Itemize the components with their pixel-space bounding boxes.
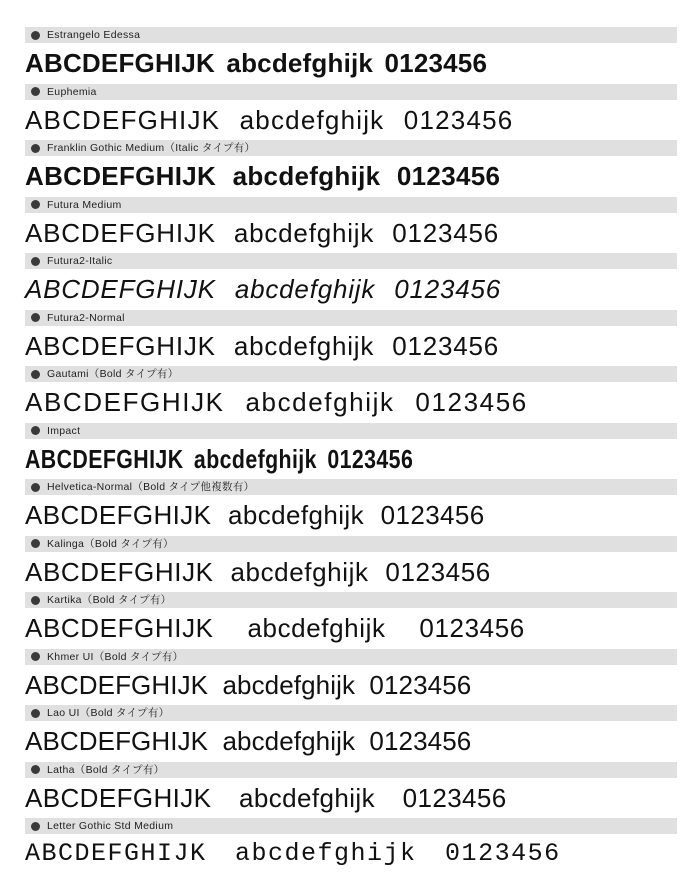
font-entry — [0, 479, 700, 536]
font-name-label: Khmer UI（Bold タイプ有） — [47, 650, 184, 663]
bullet-icon — [31, 426, 40, 435]
bullet-icon — [31, 822, 40, 831]
font-name-bar — [25, 366, 677, 382]
font-entry — [0, 592, 700, 649]
font-sample-text: ABCDEFGHIJK abcdefghijk 0123456 — [25, 726, 472, 756]
font-name-label: Franklin Gothic Medium（Italic タイプ有） — [47, 142, 256, 154]
font-entry — [0, 310, 700, 367]
font-entry — [0, 762, 700, 819]
font-name-label: Futura2-Normal — [47, 311, 125, 324]
font-entry — [0, 140, 700, 197]
font-name-bar — [25, 140, 677, 156]
bullet-icon — [31, 539, 40, 548]
font-entry — [0, 423, 700, 480]
font-name-bar — [25, 762, 677, 778]
bullet-icon — [31, 31, 40, 40]
font-name-label: Estrangelo Edessa — [47, 29, 141, 41]
font-name-label: Gautami（Bold タイプ有） — [47, 368, 179, 380]
font-sample-text: ABCDEFGHIJK abcdefghijk 0123456 — [25, 500, 485, 530]
font-name-bar — [25, 253, 677, 269]
font-entry — [0, 84, 700, 141]
font-entry — [0, 197, 700, 254]
bullet-icon — [31, 765, 40, 774]
font-sample-text: ABCDEFGHIJK abcdefghijk 0123456 — [25, 48, 488, 78]
font-name-bar — [25, 479, 677, 495]
font-name-label: Impact — [47, 424, 81, 437]
font-sample-text: ABCDEFGHIJK abcdefghijk 0123456 — [25, 330, 500, 361]
bullet-icon — [31, 144, 40, 153]
font-sample-text: ABCDEFGHIJK abcdefghijk 0123456 — [25, 782, 507, 813]
font-name-bar — [25, 649, 677, 665]
font-name-bar — [25, 536, 677, 552]
bullet-icon — [31, 257, 40, 266]
font-name-label: Latha（Bold タイプ有） — [47, 763, 165, 776]
bullet-icon — [31, 313, 40, 322]
font-sample-text: ABCDEFGHIJK abcdefghijk 0123456 — [25, 556, 491, 587]
font-entry — [0, 536, 700, 593]
font-entry — [0, 818, 700, 875]
font-name-bar — [25, 423, 677, 439]
font-sample-text: ABCDEFGHIJK abcdefghijk 0123456 — [25, 104, 514, 135]
bullet-icon — [31, 596, 40, 605]
font-entry — [0, 253, 700, 310]
bullet-icon — [31, 370, 40, 379]
font-name-bar — [25, 27, 677, 43]
font-sample-text: ABCDEFGHIJK abcdefghijk 0123456 — [25, 217, 500, 248]
bullet-icon — [31, 652, 40, 661]
font-sample-text: ABCDEFGHIJK abcdefghijk 0123456 — [25, 613, 525, 643]
font-entry — [0, 366, 700, 423]
font-name-bar — [25, 84, 677, 100]
font-name-label: Kartika（Bold タイプ有） — [47, 594, 172, 606]
font-sample-text: ABCDEFGHIJK abcdefghijk 0123456 — [25, 274, 502, 304]
font-name-bar — [25, 197, 677, 213]
font-name-bar — [25, 592, 677, 608]
font-name-label: Futura2-Italic — [47, 255, 113, 267]
bullet-icon — [31, 200, 40, 209]
font-name-label: Helvetica-Normal（Bold タイプ他複数有） — [47, 481, 255, 493]
font-sample-text: ABCDEFGHIJK abcdefghijk 0123456 — [25, 669, 472, 700]
font-name-bar — [25, 818, 677, 834]
font-sample-text: ABCDEFGHIJK abcdefghijk 0123456 — [25, 387, 528, 417]
font-name-label: Euphemia — [47, 85, 97, 98]
bullet-icon — [31, 483, 40, 492]
font-entry — [0, 649, 700, 706]
font-name-label: Letter Gothic Std Medium — [47, 820, 174, 832]
font-entry — [0, 705, 700, 762]
font-name-label: Futura Medium — [47, 198, 122, 211]
font-sample-text: ABCDEFGHIJK abcdefghijk 0123456 — [25, 161, 501, 191]
font-entry — [0, 27, 700, 84]
font-sample-text: ABCDEFGHIJK abcdefghijk 0123456 — [25, 839, 561, 868]
font-sample-text: ABCDEFGHIJK abcdefghijk 0123456 — [25, 443, 414, 474]
bullet-icon — [31, 709, 40, 718]
font-name-bar — [25, 705, 677, 721]
font-name-label: Kalinga（Bold タイプ有） — [47, 537, 174, 550]
bullet-icon — [31, 87, 40, 96]
font-name-label: Lao UI（Bold タイプ有） — [47, 707, 170, 719]
font-name-bar — [25, 310, 677, 326]
